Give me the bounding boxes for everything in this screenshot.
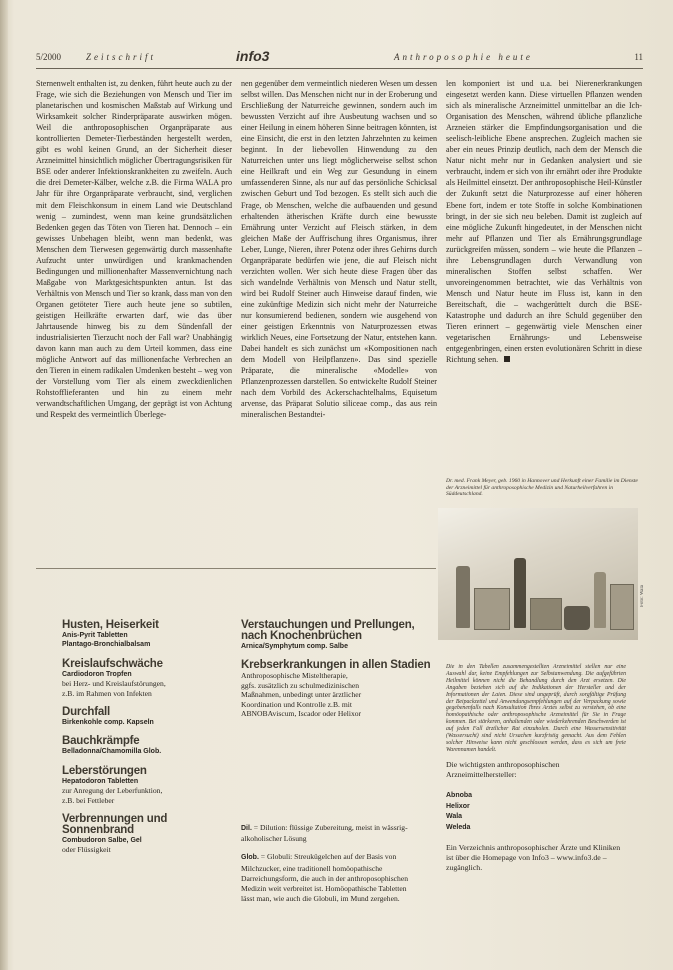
bottle-icon xyxy=(594,572,606,628)
manufacturer-name: Helixor xyxy=(446,802,470,810)
remedy-description: ABNOBAviscum, Iscador oder Helixor xyxy=(241,709,362,719)
remedy-entry xyxy=(62,736,227,756)
remedy-description: bei Herz- und Kreislaufstörungen, xyxy=(62,679,166,689)
remedy-product: Cardiodoron Tropfen xyxy=(62,670,132,678)
remedy-product: Combudoron Salbe, Gel xyxy=(62,837,142,845)
manufacturers-box xyxy=(446,760,626,873)
page-header xyxy=(36,50,643,66)
manufacturer-name: Wala xyxy=(446,813,463,820)
remedy-product: Hepatodoron Tabletten xyxy=(62,777,139,785)
remedy-entry xyxy=(241,660,436,718)
page-number: 11 xyxy=(634,52,643,62)
definition-term: Dil. xyxy=(241,825,252,832)
article-column-3-text: len komponiert ist und u.a. bei Nierenerkrankungen eingesetzt werden kann. Diese virtuellen Pflanzen wenden sich als mineralische Arzneimittel unmittelbar an die Ich-Organisation des Menschen, während übliche pflanzliche Arzneien stärker die Empfindungsorganisation und die seelisch-leibliche Ebene ansprechen. Zugleich machen sie aber ein neues Prinzip deutlich, nach dem der Mensch die Natur nicht mehr nur in Gedanken analysiert und sie verbraucht, indem er sich von ihr ernährt oder ihre Produkte als Heilmittel einsetzt. Der anthroposophische Heil-Künstler der Zukunft setzt die Naturprozesse auf einer höheren Ebene fort, indem er tote Stoffe in solche Kombinationen bringt, in der sie sich neu beleben. Damit ist zugleich auf eine mögliche Zukunft hingedeutet, in der Menschen nicht mehr auf Pflanzen und Tier als Ernährungsgrundlage zurückgreifen müssen, sondern – wie heute die Pflanzen – ihre Lebensgrundlagen durch Verwandlung von mineralischen Stoffen selbst schaffen. Wer unvoreingenommen betrachtet, wie das Verhältnis von Mensch und Natur heute im Fluss ist, kann in den Bereitschaft, die – wachgerüttelt durch die BSE-Katastrophe und dadurch an ihre Schuld gegenüber den Tieren erinnert – gegenwärtig viele Menschen einer vegetarischen Ernährungs- und Lebensweise entgegenbringen, einen ersten evolutionären Schritt in diese Richtung sehen. xyxy=(446,79,642,365)
remedy-heading: Husten, Heiserkeit xyxy=(62,619,159,631)
remedy-entry xyxy=(62,707,227,727)
remedy-product: Plantago-Bronchialbalsam xyxy=(62,641,151,649)
remedy-product: Arnica/Symphytum comp. Salbe xyxy=(241,643,348,650)
manufacturers-intro: Die wichtigsten anthroposophischen Arzneimittelhersteller: xyxy=(446,760,560,779)
remedy-heading: Verbrennungen und Sonnenbrand xyxy=(62,813,168,837)
remedy-description: Maßnahmen, unbedingt unter ärztlicher xyxy=(241,690,362,700)
section-divider xyxy=(36,568,436,569)
remedy-heading: Krebserkrankungen in allen Stadien xyxy=(241,659,431,672)
header-rule xyxy=(36,68,643,69)
remedy-heading: Leberstörungen xyxy=(62,764,147,777)
remedy-entry xyxy=(241,620,436,651)
remedies-left-column xyxy=(62,620,227,864)
remedy-entry xyxy=(62,766,227,805)
remedy-description: oder Flüssigkeit xyxy=(62,845,111,855)
manufacturers-list xyxy=(446,791,626,833)
bottle-icon xyxy=(514,558,526,628)
remedy-heading: Kreislaufschwäche xyxy=(62,657,163,670)
remedy-description: Anthroposophische Misteltherapie, xyxy=(241,671,348,681)
jar-icon xyxy=(564,606,590,630)
remedy-description: ggfs. zusätzlich zu schulmedizinischen xyxy=(241,680,360,690)
remedy-description: zur Anregung der Leberfunktion, xyxy=(62,786,163,796)
definition-text: = Globuli: Streukügelchen auf der Basis von Milchzucker, eine traditionell homöopathische Darreichungsform, die auch in der anthroposophischen Medizin weit verbreitet ist. Homöopathische Tabletten lässt man, wie auch die Globuli, im Mund zergehen. xyxy=(241,852,409,904)
box-icon xyxy=(474,588,510,630)
bottle-icon xyxy=(456,566,470,628)
definition-item xyxy=(241,823,421,844)
definition-text: = Dilution: flüssige Zubereitung, meist in wässrig-alkoholischer Lösung xyxy=(241,823,408,844)
issue-date: 5/2000 xyxy=(36,52,62,62)
remedy-entry xyxy=(62,814,227,855)
remedies-right-column xyxy=(241,620,436,727)
article-column-3 xyxy=(446,78,642,456)
magazine-logo: info3 xyxy=(236,48,270,64)
definition-item xyxy=(241,852,421,904)
remedy-description: z.B. bei Fettleber xyxy=(62,795,115,805)
remedy-entry xyxy=(62,659,227,698)
remedy-description: Koordination und Kontrolle z.B. mit xyxy=(241,699,352,709)
remedy-product: Anis-Pyrit Tabletten xyxy=(62,632,128,639)
manufacturer-name: Abnoba xyxy=(446,792,473,799)
disclaimer-note: Die in den Tabellen zusammengestellten Arzneimittel stellen nur eine Auswahl dar, keine Empfehlungen zur Selbstanwendung. Die aufgeführten Heilmittel können nicht die Behandlung durch den Arzt ersetzen. Die Angaben beziehen sich auf die Indikationen der Hersteller und der Informationen der Laien. Diese sind ungeprüft, durch sorgfältige Prüfung der Beipackzettel und Anwendungsempfehlungen auf der Verpackung sowie gegebenenfalls nach Konsultation Ihres Arztes selbst zu verstehen, ob eine homöopathische oder anthroposophische Arzneimittel für Sie in Frage kommen. Bei stärkeren, anhaltenden oder wiederkehrenden Beschwerden ist auf jeden Fall ärztlicher Rat einzuholen. Durch eine Wassersensitivität (Wassersucht) sind nicht Ursachen kurzfristig gemacht. Aus dem Fehlen solcher Hinweise kann nicht geschlossen werden, dass es sich um freie Warennamen handelt. xyxy=(446,664,626,753)
page-fold-shadow xyxy=(0,0,8,970)
article-column-2: nen gegenüber dem vermeintlich niederen Wesen um dessen selbst willen. Das Menschen nicht nur in der Eroberung und Erschließung der Naturreiche gewinnen, sondern auch im bewussten Verzicht auf ihre Ausbeutung wachsen und so einer Heilung in einem höheren Sinne beitragen könnten, ist eine Einsicht, die erst in den letzten Jahrzehnten zu keimen beginnt. In der liebevollen Hinwendung zu den Naturreichen unter uns liegt möglicherweise selbst schon eine Heilkraft und ein Weg zur Gesundung in einem umfassenderen Sinne, als nur auf das persönliche Schicksal zwischen Geburt und Tod bezogen. Es stellt sich auch die Frage, ob Menschen, welche die aufbauenden und gesund erhaltenden ätherischen Kräfte durch eine bewusste Ernährung unter Verzicht auf Fleisch stärken, in dem gleichen Maße der Auffrischung ihres Organismus, ihrer Leber, Lunge, Nieren, ihrer Potenz oder ihres Gehirns durch Organpräparate bedürfen wie jene, die auf Fleisch nicht verzichten wollen. Wer sich heute diese Fragen über das sich wandelnde Verhältnis von Mensch und Natur stellt, wird bei Rudolf Steiner auch Hinweise darauf finden, wie eine zukünftige Medizin sich nicht mehr der Naturreiche nur konsumierend bedienen, sondern wie ausgehend von einer geistigen Erkenntnis von Naturprozessen etwas wirklich Neues, eine Fortsetzung der Natur, entstehen kann. Dabei handelt es sich zunächst um «Kompositionen nach dem Modell von Heilpflanzen». Das sind spezielle Präparate, die mineralische «Modelle» von Pflanzenprozessen darstellen. So entwickelte Rudolf Steiner nach dem Vorbild des Ackerschachtelhalms, Equisetum arvense, das Präparat Solutio siliceae comp., das aus rein mineralischen Bestandtei- xyxy=(241,79,437,420)
directory-note: Ein Verzeichnis anthroposophischer Ärzte und Kliniken ist über die Homepage von Info3 – www.info3.de – zugänglich. xyxy=(446,843,621,872)
photo-credit: Foto: Wala xyxy=(640,585,645,607)
remedy-heading: Verstauchungen und Prellungen, nach Knochenbrüchen xyxy=(241,619,415,642)
remedy-product: Belladonna/Chamomilla Glob. xyxy=(62,748,162,756)
article-column-1: Sternenwelt enthalten ist, zu denken, führt heute auch zu der Frage, wie sich die Beziehungen von Mensch und Tier im planetarischen und kosmischen Maßstab auf Wirkung und Wirksamkeit solcher Rinderpräparate auswirken mögen. Weil die anthroposophischen Organpräparate aus kontrollierten Demeter-Tierbeständen hergestellt werden, gibt es wohl keinen Grund, an der Sicherheit dieser Arzneimittel hinsichtlich möglicher Übertragungsrisiken für BSE oder anderer Infektionskrankheiten zu zweifeln. Auch die drei Demeter-Kälber, welche z.B. die Firma WALA pro Jahr für ihre Organpräparate verbraucht, sind, verglichen mit dem Fleischkonsum in einem Land wie Deutschland wenig – zumindest, wenn man keine grundsätzlichen Bedenken gegen das Töten von Tieren hat. Dennoch – ein gewisses Unbehagen bleibt, wenn man bedenkt, was Menschen dem Tierwesen gegenwärtig durch massenhafte Aufzucht unter unwürdigen und krankmachenden Bedingungen und millionenhafter Massenvernichtung nach Maßgabe von Marktgesichtspunkten antun. Ist das Verhältnis von Mensch und Tier so krank, dass man von den Organen getöteter Tiere auch heute jene so subtilen, geistigen Heilkräfte erwarten darf, wie das über Jahrtausende hinweg bis zu dem Sündenfall der industrialisierten Tierzucht noch der Fall war? Unabhängig davon kann man auch zu dem Urteil kommen, dass eine mögliche Antwort auf das millionenfache Verbrechen an den Tieren in einem radikalen Umdenken besteht – weg von der Vorstellung vom Tier als einem zweckdienlichen Rohstofflieferanten und hin zu einem mehr verwandtschaftlichen Umgang, der geprägt ist von Achtung und Respekt des vermeintlich Überlege- xyxy=(36,79,232,420)
box-icon xyxy=(530,598,562,630)
remedy-heading: Bauchkrämpfe xyxy=(62,735,140,748)
end-mark-icon xyxy=(504,356,510,362)
definitions-block xyxy=(241,823,421,904)
author-note: Dr. med. Frank Meyer, geb. 1960 in Hannover und Herkunft einer Familie im Dienste der Arzneimittel für anthroposophische Medizin und Naturheilverfahren in Süddeutschland. xyxy=(446,478,638,498)
definition-term: Glob. xyxy=(241,854,259,862)
magazine-label: Zeitschrift xyxy=(86,52,157,62)
box-icon xyxy=(610,584,634,630)
remedy-entry xyxy=(62,620,227,650)
medicine-product-photo xyxy=(438,508,638,640)
section-title: Anthroposophie heute xyxy=(394,52,533,62)
manufacturer-name: Weleda xyxy=(446,823,471,831)
remedy-heading: Durchfall xyxy=(62,706,111,719)
remedy-product: Birkenkohle comp. Kapseln xyxy=(62,719,154,727)
remedy-description: z.B. im Rahmen von Infekten xyxy=(62,688,152,698)
